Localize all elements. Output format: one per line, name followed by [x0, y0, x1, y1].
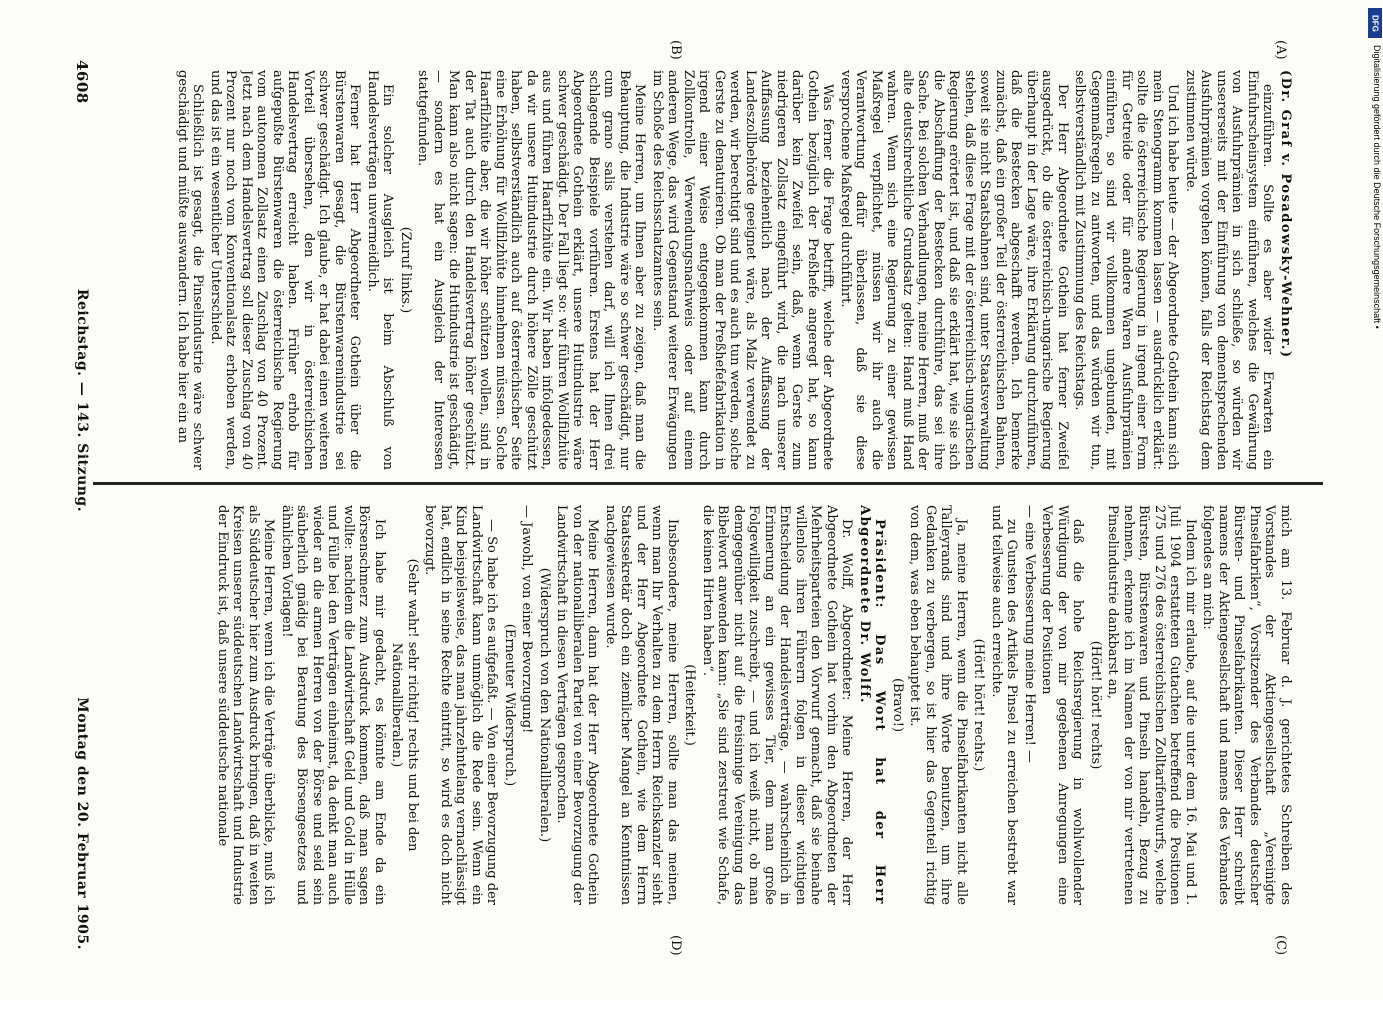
paragraph: Meine Herren, dann hat der Herr Abgeordnete Gothein von der nationalliberalen Partei von einer Bevorzugung der Landwirtschaft in diesen Verträgen gesprochen.: [554, 505, 601, 905]
president-line: Präsident: Das Wort hat der Herr Abgeordnete Dr. Wolff.: [857, 505, 888, 905]
quoted-paragraph: Indem ich mir erlaube, auf die unter dem 16. Mai und 1. Juli 1904 erstatteten Gutachten betreffend die Positionen 275 und 276 des österreichischen Zolltarifentwurfs, welche Bürsten, Bürstenwaren und Pinseln handeln, Bezug zu nehmen, erkenne ich im Namen der von mir vertretenen Pinselindustrie dankbarst an,: [1105, 505, 1198, 905]
paragraph: Ich habe mir gedacht, es könnte am Ende da ein Börsenschmerz zum Ausdruck kommen, daß man sagen wollte: nachdem die Landwirtschaft Geld und Gold in Hülle und Fülle bei den Verträgen einheimst, da denkt man auch wieder an die armen Herren von der Börse und seid sein säuberlich gnädig bei Beratung des Börsengesetzes und ähnlichen Vorlagen!: [279, 505, 387, 905]
session-date: Montag den 20. Februar 1905.: [74, 697, 90, 950]
paragraph: Was ferner die Frage betrifft, welche der Abgeordnete Gothein bezüglich der Preßhefe angeregt hat, so kann darüber kein Zweifel sein, daß, wenn Gerste zum niedrigeren Zollsatz eingeführt wird, die nach unserer Auffassung beziehentlich nach der Auffassung der Landeszollbehörde geeignet wäre, als Malz verwendet zu werden, wir berechtigt sind und es auch tun werden, solche Gerste zu denaturieren. Ob man der Preßhefefabrikation in irgend einer Weise entgegenkommen kann durch Zollkontrolle, Verwendungsnachweis oder auf einem anderen Wege, das wird Gegenstand weiterer Erwägungen im Schoße des Reichsschatzamtes sein.: [650, 70, 836, 470]
paragraph: Ein solcher Ausgleich ist beim Abschluß von Handelsverträgen unvermeidlich.: [365, 70, 396, 470]
interjection: (Zuruf links.): [398, 226, 413, 314]
column-divider: [93, 482, 1323, 485]
quoted-paragraph: daß die hohe Reichsregierung in wohlwollender Würdigung der von mir gegebenen Anregungen eine Verbesserung der Positionen: [1039, 505, 1086, 905]
interjection: (Hört! hört! rechts): [1088, 640, 1103, 770]
paragraph: Meine Herren, um Ihnen aber zu zeigen, daß man die Behauptung, die Industrie wäre so schwer geschädigt, nur cum grano salis verstehen darf, will ich Ihnen drei schlagende Beispiele vorführen. Erstens hat der Herr Abgeordnete Gothein erklärt, unsere Hutindustrie wäre schwer geschädigt. Der Fall liegt so: wir führen Wollfilzhüte aus und führen Haarfilzhüte ein. Wir haben infolgedessen, da wir unsere Hutindustrie durch höhere Zölle geschützt haben, selbstverständlich auch auf österreichischer Seite eine Erhöhung für Wollfilzhüte hinnehmen müssen. Solche Haarfilzhüte aber, die wir höher schützen wollen, sind in der Tat auch durch den Handelsvertrag höher geschützt. Man kann also nicht sagen: die Hutindustrie ist geschädigt, — sondern es hat ein Ausgleich der Interessen stattgefunden.: [415, 70, 648, 470]
interjection: (Sehr wahr! sehr richtig! rechts und bei den Nationalliberalen.): [389, 558, 420, 852]
interjection: (Heiterkeit.): [682, 664, 698, 746]
right-column: [113, 505, 1293, 905]
paragraph: Meine Herren, wenn ich die Verträge überblicke, muß ich als Süddeutscher hier zum Ausdruck bringen, daß in weiten Kreisen unserer süddeutschen Landwirtschaft und Industrie der Eindruck ist, daß unsere süddeutsche nationale: [215, 505, 277, 905]
paragraph: Ja, meine Herren, wenn die Pinselfabrikanten nicht alle Talleyrands sind und ihre Worte benutzen, um ihre Gedanken zu verbergen, so ist hier das Gegenteil richtig von dem, was eben behauptet ist.: [907, 505, 969, 905]
paragraph: einzuführen. Sollte es aber wider Erwarten ein Einfuhrscheinsystem einführen, welches die Gewährung von Ausfuhrprämien in sich schließe, so würden wir unsererseits mit der Einführung von dementsprechenden Ausfuhrprämien vorgehen können, falls der Reichstag dem zustimmen würde.: [1183, 70, 1276, 470]
page-number: 4608: [73, 60, 91, 104]
interjection: (Hört! hört! rechts.): [971, 638, 987, 772]
margin-marker-b: (B): [668, 40, 683, 60]
margin-marker-a: (A): [1273, 40, 1288, 60]
paragraph: Ferner hat Herr Abgeordneter Gothein über die Bürstenwaren gesagt, die Bürstenwarenindustrie sei schwer geschädigt. Ich glaube, er hat dabei einen weiteren Vorteil übersehen, den wir in österreichischen Handelsvertrag erreicht haben. Früher erhob für aufgepußte Bürstenwaren die österreichische Regierung vom autonomen Zollsatz einen Zuschlag von 40 Prozent. Jetzt nach dem Handelsvertrag soll dieser Zuschlag von 40 Prozent nur noch vom Konventionalsatz erhoben werden, und das ist ein wesentlicher Unterschied.: [208, 70, 363, 470]
interjection: — eine Verbesserung meine Herren! —: [1022, 505, 1037, 764]
dfg-logo: DFG: [1368, 8, 1382, 38]
margin-marker-d: (D): [668, 935, 683, 956]
paragraph: Und ich habe heute — der Abgeordnete Gothein kann sich mein Stenogramm kommen lassen — ausdrücklich erklärt: sollte die österreichische Regierung in irgend einer Form für Getreide oder für andere Waren Ausfuhrprämien einführen, so sind wir vollkommen ungebunden, mit Gegenmaßregeln zu antworten, und das würden wir tun, selbstverständlich mit Zustimmung des Reichstags.: [1072, 70, 1181, 470]
paragraph: Dr. Wolff, Abgeordneter: Meine Herren, der Herr Abgeordnete Gothein hat vorhin den Abgeordneten der Mehrheitsparteien den Vorwurf gemacht, daß sie beinahe willenlos ihren Führern folgen in dieser wichtigen Entscheidung der Handelsverträge, — wahrscheinlich in Erinnerung an ein gewisses Tier, dem man große Folgewilligkeit zuschreibt, — und ich weiß nicht, ob man demgegenüber nicht auf die freisinnige Vereinigung das Bibelwort anwenden kann: „Sie sind zerstreut wie Schafe, die keinen Hirten haben“.: [700, 505, 855, 905]
interjection: (Widerspruch von den Nationalliberalen.): [537, 567, 552, 843]
interjection: — Jawohl, von einer Bevorzugung!: [519, 505, 535, 734]
margin-marker-c: (C): [1273, 935, 1288, 956]
paragraph: — So habe ich es aufgefaßt. — Von einer Bevorzugung der Landwirtschaft kann unmöglich die Rede sein. Wenn ein Kind beispielsweise, das man jahrzehntelang vernachlässigt hat, endlich in seine Rechte eintritt, so wird es doch nicht bevorzugt.: [422, 505, 500, 905]
quoted-paragraph: zu Gunsten des Artikels Pinsel zu erreichen bestrebt war und teilweise auch erreichte.: [989, 505, 1020, 905]
session-title: Reichstag. — 143. Sitzung.: [74, 288, 90, 513]
interjection: (Erneuter Widerspruch.): [502, 623, 517, 787]
paragraph: Der Herr Abgeordnete Gothein hat ferner Zweifel ausgedrückt, ob die österreichisch-ungarische Regierung überhaupt in der Lage wäre, ihre Erklärung durchzuführen, daß die Bestecken abgeschafft werden. Ich bemerke zunächst, daß ein großer Teil der österreichischen Bahnen, soweit sie nicht Staatsbahnen sind, unter Staatsverwaltung stehen, daß diese Frage mit der österreichisch-ungarischen Regierung erörtert ist, und daß sie erklärt hat, wie sie sich die Abschaffung der Bestecken durchführe, das sei ihre Sache. Bei solchen Verhandlungen, meine Herren, muß der alte deutschrechtliche Grundsatz gelten: Hand muß Hand wahren. Wenn sich eine Regierung zu einer gewissen Maßregel verpflichtet, müssen wir ihr auch die Verantwortung dafür überlassen, daß sie diese versprochene Maßregel durchführt.: [838, 70, 1070, 470]
page-header: [64, 60, 100, 950]
paragraph: Insbesondere, meine Herren, sollte man das meinen, wenn man Ihr Verhalten zu dem Herrn Reichskanzler sieht und der Herr Abgeordnete Gothein, wie dem Herrn Staatssekretär doch ein ziemlicher Mangel an Kenntnissen nachgewiesen wurde.: [603, 505, 680, 905]
left-column: [113, 70, 1293, 470]
digitization-credit: Digitalisierung gefördert durch die Deutsche Forschungsgemeinschaft •: [1372, 45, 1382, 329]
interjection: (Bravo!): [890, 677, 905, 733]
paragraph: mich am 13. Februar d. J. gerichtetes Schreiben des Vorstandes der Aktiengesellschaft „Vereinigte Pinselfabriken“, Vorsitzender des Verbandes deutscher Bürsten- und Pinselfabrikanten. Dieser Herr schreibt namens der Aktiengesellschaft und namens des Verbandes folgendes an mich:: [1200, 505, 1293, 905]
speaker-line: (Dr. Graf v. Posadowsky-Wehner.): [1278, 70, 1293, 359]
paragraph: Schließlich ist gesagt, die Pinselindustrie wäre schwer geschädigt und müßte auswandern. Ich habe hier ein an: [175, 70, 206, 470]
